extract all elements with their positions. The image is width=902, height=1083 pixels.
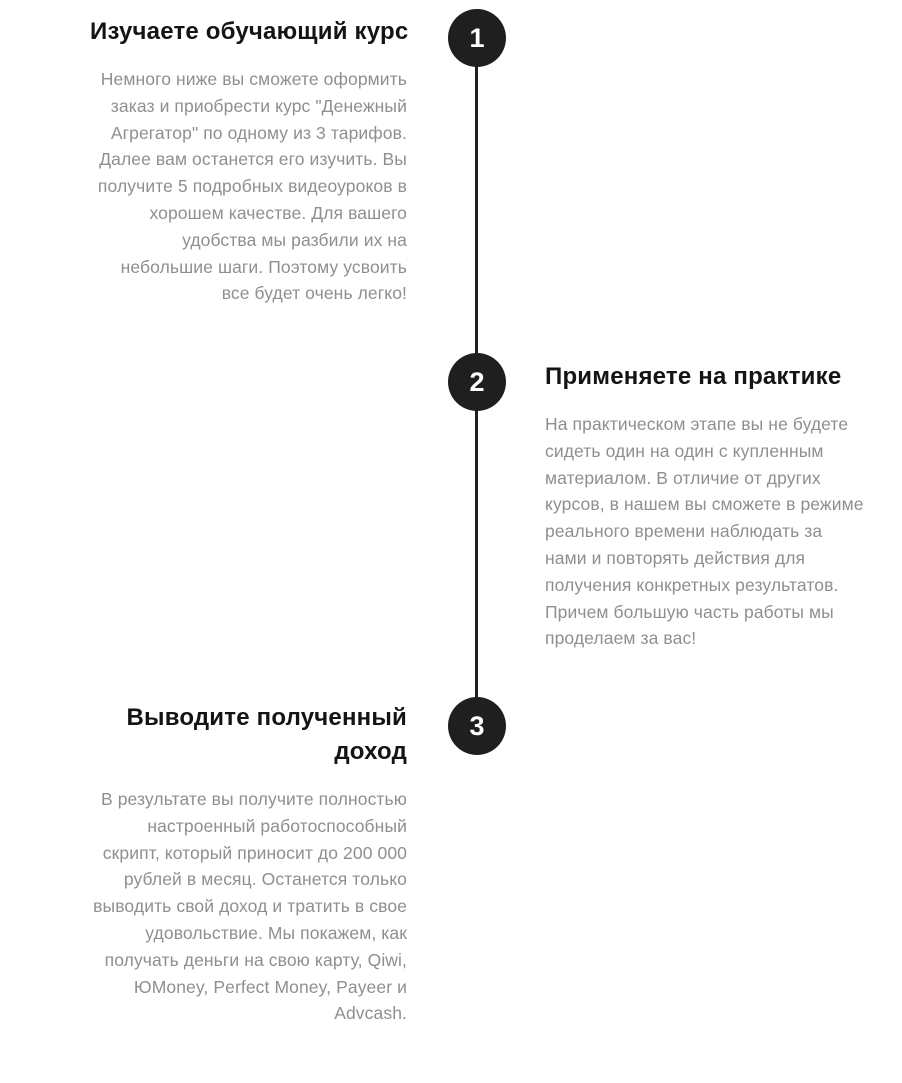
step-3-title-line-1: Выводите полученный bbox=[126, 704, 407, 731]
step-3-description: В результате вы получите полностью настроенный работоспособный скрипт, который приносит до 200 000 рублей в месяц. Останется только выводить свой доход и тратить в свое удовольствие. Мы покажем, как получать деньги на свою карту, Qiwi, ЮMoney, Perfect Money, Payeer и Advcash. bbox=[93, 789, 407, 1024]
step-2-title-line-1: Применяете на практике bbox=[545, 363, 842, 390]
step-1-number: 1 bbox=[469, 22, 485, 53]
step-2-number: 2 bbox=[469, 366, 485, 397]
step-1-title-line-1: Изучаете обучающий курс bbox=[90, 18, 409, 45]
step-3-number: 3 bbox=[469, 710, 485, 741]
step-3 bbox=[90, 701, 407, 1027]
step-3-number-badge bbox=[448, 697, 506, 755]
step-1 bbox=[90, 15, 407, 307]
step-2-title bbox=[545, 360, 867, 394]
step-3-title-line-2: доход bbox=[334, 738, 407, 765]
step-1-description: Немного ниже вы сможете оформить заказ и приобрести курс "Денежный Агрегатор" по одному из 3 тарифов. Далее вам останется его изучить. Вы получите 5 подробных видеоуроков в хорошем качестве. Для вашего удобства мы разбили их на небольшие шаги. Поэтому усвоить все будет очень легко! bbox=[97, 69, 407, 304]
step-2 bbox=[545, 360, 867, 652]
step-2-description: На практическом этапе вы не будете сидеть один на один с купленным материалом. В отличие от других курсов, в нашем вы сможете в режиме реального времени наблюдать за нами и повторять действия для получения конкретных результатов. Причем большую часть работы мы проделаем за вас! bbox=[545, 414, 864, 649]
step-3-title bbox=[90, 701, 407, 769]
step-2-number-badge bbox=[448, 353, 506, 411]
step-1-number-badge bbox=[448, 9, 506, 67]
step-1-title bbox=[90, 15, 407, 49]
